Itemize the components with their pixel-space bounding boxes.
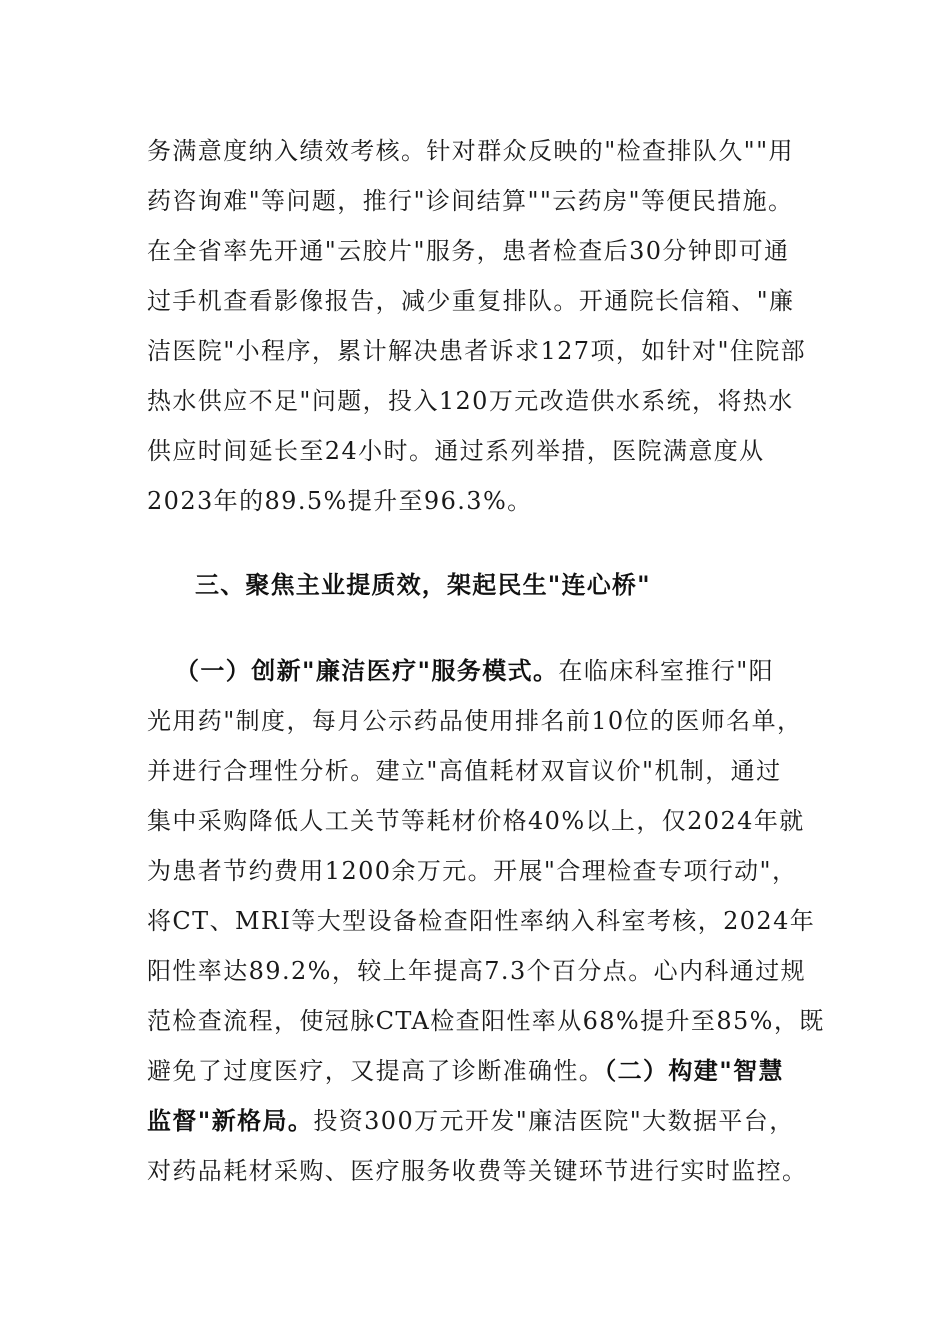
paragraph-line: 集中采购降低人工关节等耗材价格40%以上，仅2024年就 [147,807,805,835]
paragraph-line [147,1106,795,1136]
paragraph-line: 药咨询难"等问题，推行"诊间结算""云药房"等便民措施。 [147,187,794,215]
paragraph-line: 在全省率先开通"云胶片"服务，患者检查后30分钟即可通 [147,237,790,265]
paragraph-line [147,1056,784,1086]
paragraph-text: 在临床科室推行"阳 [558,657,775,685]
paragraph-line: 过手机查看影像报告，减少重复排队。开通院长信箱、"廉 [147,287,795,315]
paragraph-line: 并进行合理性分析。建立"高值耗材双盲议价"机制，通过 [147,757,782,785]
paragraph-line: 务满意度纳入绩效考核。针对群众反映的"检查排队久""用 [147,137,794,165]
paragraph-line: 将CT、MRI等大型设备检查阳性率纳入科室考核，2024年 [147,907,816,935]
paragraph-line [175,656,774,686]
paragraph-line: 供应时间延长至24小时。通过系列举措，医院满意度从 [147,437,765,465]
section-heading: 三、聚焦主业提质效，架起民生"连心桥" [195,571,651,599]
paragraph-line: 为患者节约费用1200余万元。开展"合理检查专项行动"， [147,857,798,885]
paragraph-line: 洁医院"小程序，累计解决患者诉求127项，如针对"住院部 [147,337,807,365]
paragraph-line: 范检查流程，使冠脉CTA检查阳性率从68%提升至85%，既 [147,1007,825,1035]
subheading-inline: 监督"新格局。 [147,1107,314,1135]
subheading-inline: （一）创新"廉洁医疗"服务模式。 [175,657,559,685]
paragraph-line: 2023年的89.5%提升至96.3%。 [147,487,533,515]
paragraph-line: 光用药"制度，每月公示药品使用排名前10位的医师名单， [147,707,803,735]
paragraph-line: 阳性率达89.2%，较上年提高7.3个百分点。心内科通过规 [147,957,807,985]
subheading-inline: （二）构建"智慧 [604,1057,784,1085]
paragraph-text: 投资300万元开发"廉洁医院"大数据平台， [313,1107,795,1135]
paragraph-line: 对药品耗材采购、医疗服务收费等关键环节进行实时监控。 [147,1157,808,1185]
paragraph-text: 避免了过度医疗，又提高了诊断准确性。 [147,1057,605,1085]
paragraph-line: 热水供应不足"问题，投入120万元改造供水系统，将热水 [147,387,794,415]
